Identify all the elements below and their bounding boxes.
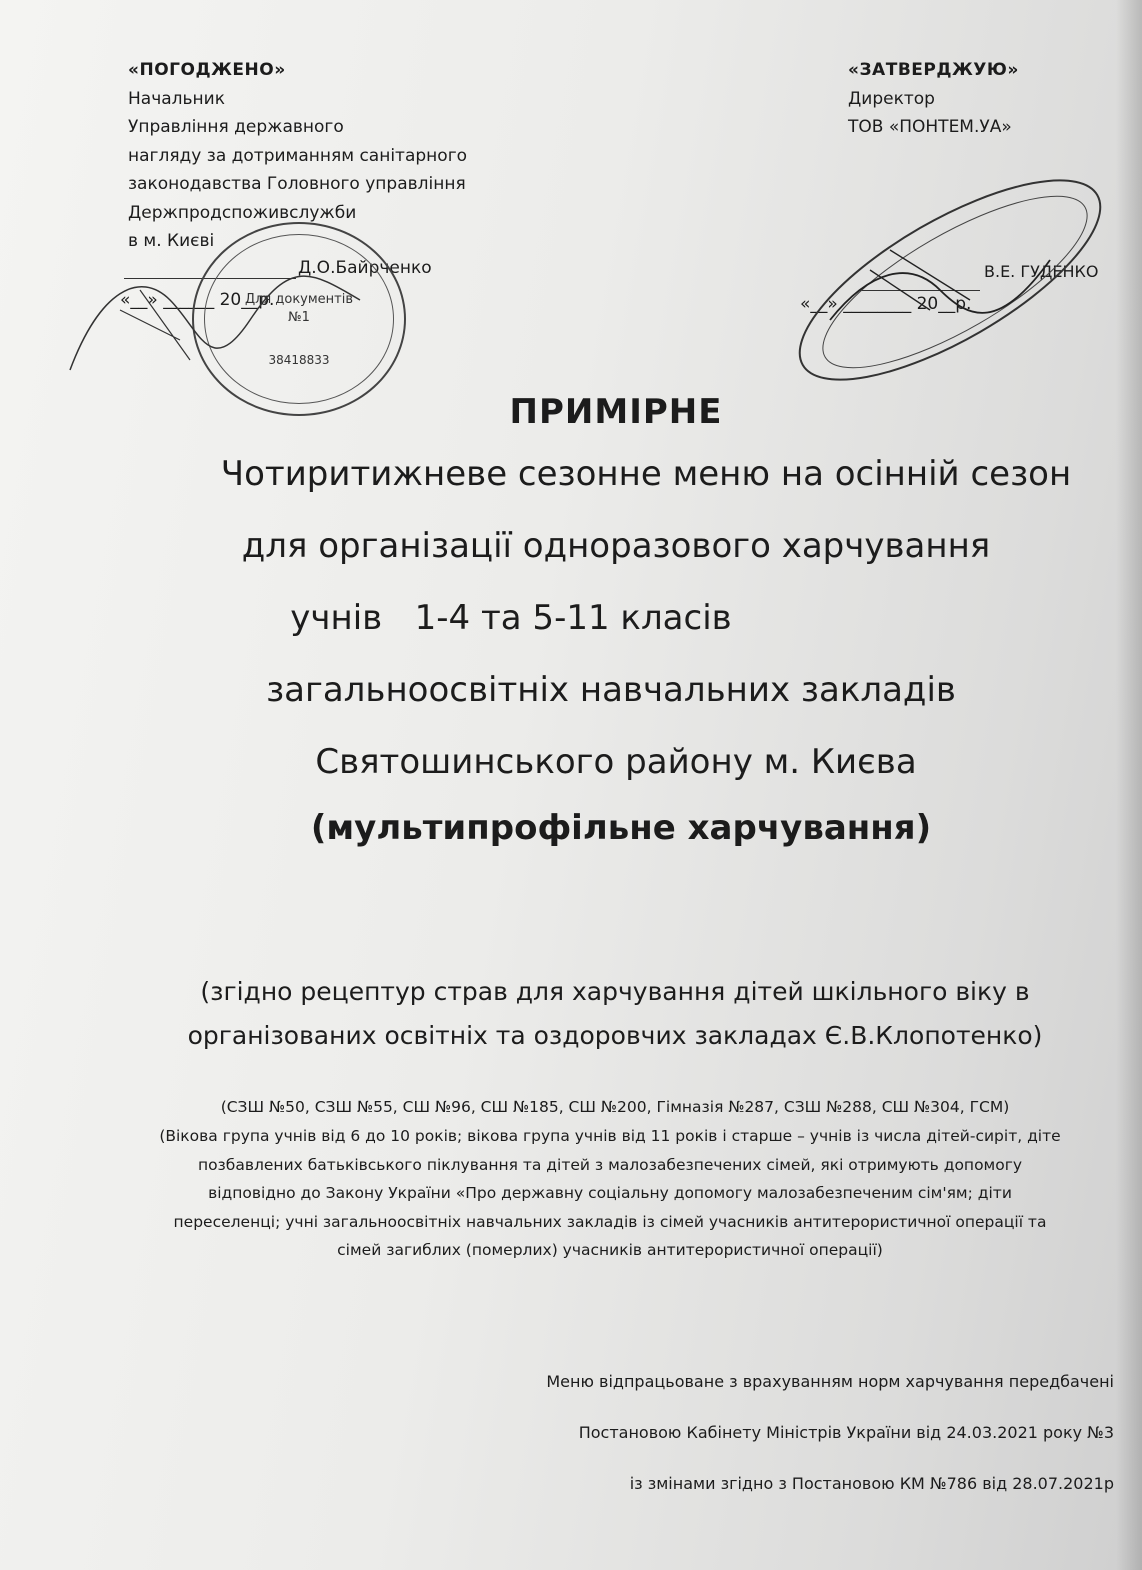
recipes-line: (згідно рецептур страв для харчування дітей шкільного віку в (200, 977, 1030, 1006)
approval-date: «__» ______ 20__р. (120, 290, 275, 310)
signatory-name: Д.О.Байрченко (298, 258, 432, 278)
stamp-code: 38418833 (268, 353, 330, 367)
norms-note (494, 1356, 1114, 1509)
age-groups-line: сімей загиблих (померлих) учасників антитерористичної операції) (337, 1241, 883, 1259)
norms-line: із змінами згідно з Постановою КМ №786 від 28.07.2021р (629, 1474, 1114, 1493)
approval-line: Начальник (128, 88, 225, 109)
stamp-text: Для документів №1 (244, 292, 354, 325)
approval-line: законодавства Головного управління (128, 174, 466, 194)
approval-header: «ПОГОДЖЕНО» (128, 60, 286, 80)
approval-date: «__» ________ 20__р. (800, 294, 972, 314)
recipes-line: організованих освітніх та оздоровчих закладах Є.В.Клопотенко) (187, 1021, 1043, 1050)
age-groups-line: переселенці; учні загальноосвітніх навчальних закладів із сімей учасників антитерористичної операції та (173, 1212, 1047, 1231)
approval-line: ТОВ «ПОНТЕМ.УА» (848, 117, 1012, 137)
approval-line: Директор (848, 88, 935, 109)
age-groups-line: (Вікова група учнів від 6 до 10 років; вікова група учнів від 11 років і старше – учнів із числа дітей-сиріт, діте (159, 1127, 1061, 1145)
title-line: для організації одноразового харчування (241, 526, 991, 566)
approval-line: Держпродспоживслужби (128, 202, 357, 223)
title-block (0, 392, 1142, 858)
norms-line: Постановою Кабінету Міністрів України від 24.03.2021 року №3 (578, 1423, 1114, 1442)
title-line: Святошинського району м. Києва (315, 742, 917, 782)
title-line: загальноосвітніх навчальних закладів (266, 670, 956, 710)
age-groups-line: відповідно до Закону України «Про державну соціальну допомогу малозабезпеченим сім'ям; діти (208, 1184, 1012, 1202)
document-title: ПРИМІРНЕ (509, 392, 723, 432)
signatory-name: В.Е. ГУДЕНКО (984, 262, 1099, 281)
approval-block-approved (848, 56, 1138, 142)
company-stamp (770, 170, 1130, 390)
schools-list: (СЗШ №50, СЗШ №55, СШ №96, СШ №185, СШ №200, Гімназія №287, СЗШ №288, СШ №304, ГСМ) (220, 1098, 1010, 1116)
approval-header: «ЗАТВЕРДЖУЮ» (848, 60, 1019, 80)
approval-block-agreed (128, 56, 548, 256)
norms-line: Меню відпрацьоване з врахуванням норм харчування передбачені (546, 1372, 1114, 1391)
title-bold-line: (мультипрофільне харчування) (310, 808, 932, 848)
approval-line: нагляду за дотриманням санітарного (128, 145, 468, 166)
recipes-note (100, 970, 1130, 1058)
title-line: учнів 1-4 та 5-11 класів (290, 598, 732, 638)
age-groups-note (90, 1122, 1130, 1265)
age-groups-line: позбавлених батьківського піклування та дітей з малозабезпечених сімей, які отримують допомогу (197, 1155, 1023, 1174)
title-line: Чотиритижневе сезонне меню на осінній сезон (220, 454, 1072, 494)
approval-line: Управління державного (128, 117, 344, 137)
approval-line: в м. Києві (128, 231, 215, 251)
